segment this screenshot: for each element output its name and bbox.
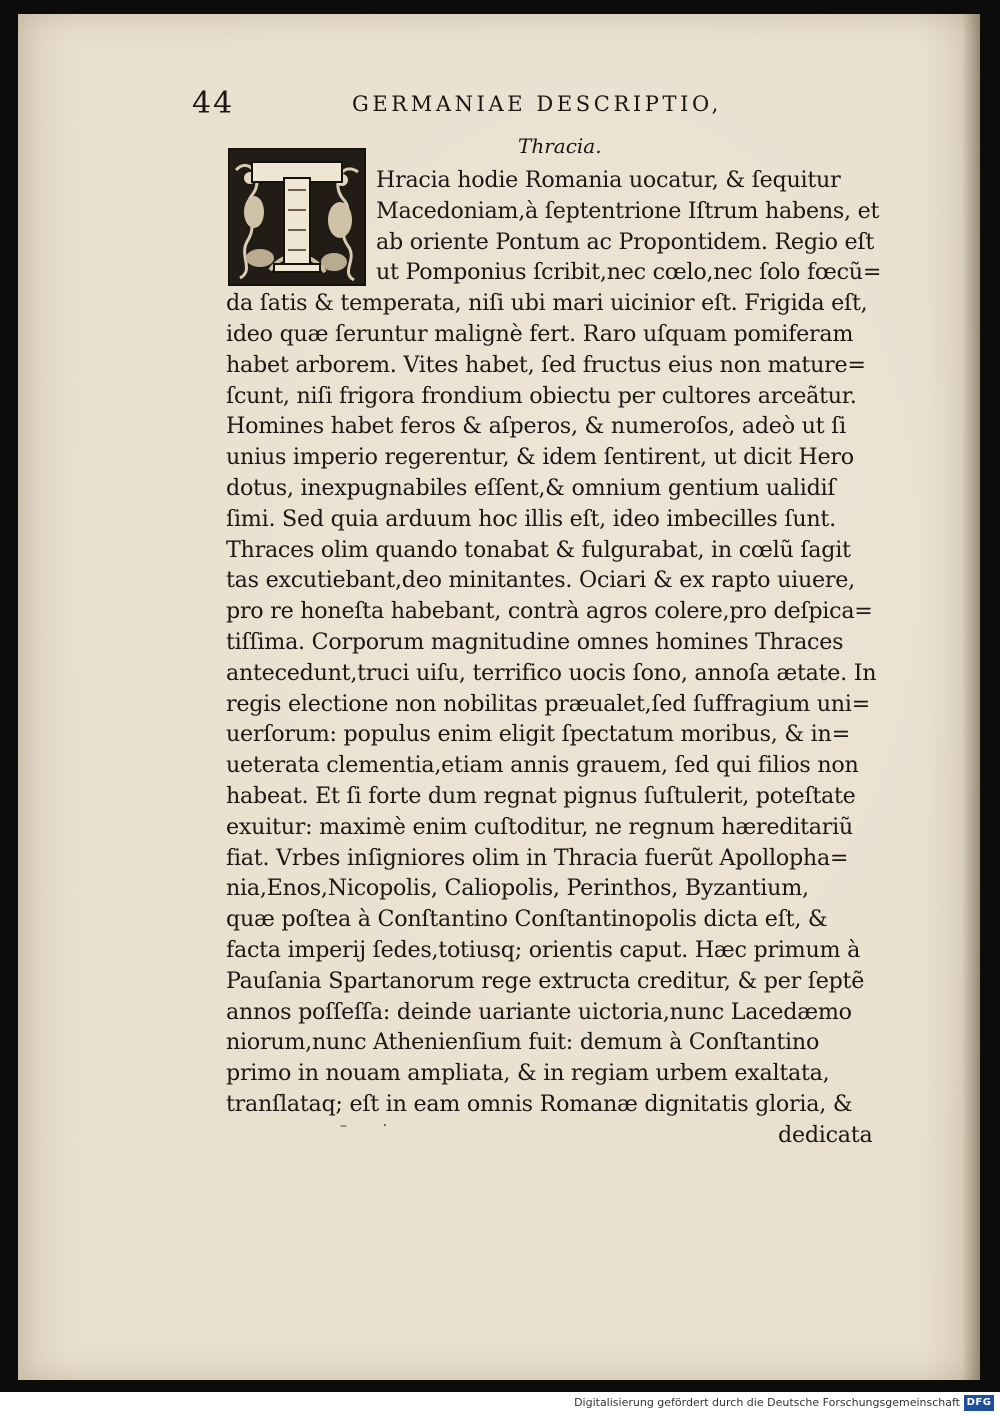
text-line: dotus, inexpugnabiles eſſent,& omnium gentium ualidiſ [226, 474, 836, 501]
text-line: habeat. Et ſi forte dum regnat pignus ſuſtulerit, poteſtate [226, 782, 856, 809]
text-line: antecedunt,truci uiſu, terrifico uocis ſono, annoſa ætate. In [226, 659, 877, 686]
text-line: Thraces olim quando tonabat & fulgurabat, in cœlũ ſagit [226, 536, 851, 563]
text-line: annos poſſeſſa: deinde uariante uictoria,nunc Lacedæmo [226, 998, 852, 1025]
text-line: pro re honeſta habebant, contrà agros colere,pro deſpica= [226, 598, 873, 625]
text-line: tas excutiebant,deo minitantes. Ociari & ex rapto uiuere, [226, 567, 855, 594]
text-line: niorum,nunc Athenienſium fuit: demum à Conſtantino [226, 1029, 820, 1056]
text-line: uerſorum: populus enim eligit ſpectatum moribus, & in= [226, 721, 850, 748]
text-line: ueterata clementia,etiam annis grauem, ſed qui filios non [226, 752, 859, 779]
text-line: ſimi. Sed quia arduum hoc illis eſt, ideo imbecilles ſunt. [226, 505, 836, 532]
text-line: regis electione non nobilitas præualet,ſed ſuffragium uni= [226, 690, 870, 717]
footer-bar [0, 1392, 1000, 1416]
catchword: dedicata [778, 1121, 873, 1148]
dfg-logo: DFG [964, 1395, 994, 1411]
text-line: Hracia hodie Romania uocatur, & ſequitur [376, 167, 841, 193]
text-line: quæ poſtea à Conſtantino Conſtantinopolis dicta eſt, & [226, 906, 828, 933]
page-number: 44 [192, 86, 235, 121]
section-title: Thracia. [518, 134, 602, 158]
text-line: ut Pomponius ſcribit,nec cœlo,nec ſolo fœcũ= [376, 259, 882, 286]
text-line: primo in nouam ampliata, & in regiam urbem exaltata, [226, 1060, 830, 1087]
text-line: fiat. Vrbes inſigniores olim in Thracia fuerũt Apollopha= [226, 844, 849, 871]
page-spine-shadow [962, 14, 980, 1380]
text-line: tiſſima. Corporum magnitudine omnes homines Thraces [226, 628, 844, 655]
digitization-credit: Digitalisierung gefördert durch die Deutsche Forschungsgemeinschaft [574, 1396, 960, 1409]
text-line: exuitur: maximè enim cuſtoditur, ne regnum hæreditariũ [226, 813, 853, 840]
text-line: nia,Enos,Nicopolis, Caliopolis, Perinthos, Byzantium, [226, 875, 809, 902]
text-line: unius imperio regerentur, & idem ſentirent, ut dicit Hero [226, 444, 854, 471]
page-header [192, 84, 792, 124]
text-line: Homines habet feros & aſperos, & numeroſos, adeò ut ſi [226, 413, 846, 440]
stray-ink-marks: – · [340, 1118, 388, 1134]
text-line: ſcunt, niſi frigora frondium obiectu per cultores arceãtur. [226, 382, 857, 409]
text-line: habet arborem. Vites habet, ſed fructus eius non mature= [226, 351, 866, 378]
text-line: da ſatis & temperata, niſi ubi mari uicinior eſt. Frigida eſt, [226, 290, 868, 317]
text-line: Macedoniam,à ſeptentrione Iſtrum habens, et [376, 197, 880, 224]
text-line: facta imperij ſedes,totiusq; orientis caput. Hæc primum à [226, 936, 861, 963]
text-line: ab oriente Pontum ac Propontidem. Regio eſt [376, 228, 875, 255]
body-text [226, 165, 918, 1151]
text-line: Pauſania Spartanorum rege extructa creditur, & per ſeptẽ [226, 967, 865, 994]
running-title: GERMANIAE DESCRIPTIO, [352, 92, 722, 116]
text-line: ideo quæ ſeruntur malignè fert. Raro uſquam pomiferam [226, 320, 854, 347]
text-line: tranſlataq; eſt in eam omnis Romanæ dignitatis gloria, & [226, 1090, 853, 1117]
